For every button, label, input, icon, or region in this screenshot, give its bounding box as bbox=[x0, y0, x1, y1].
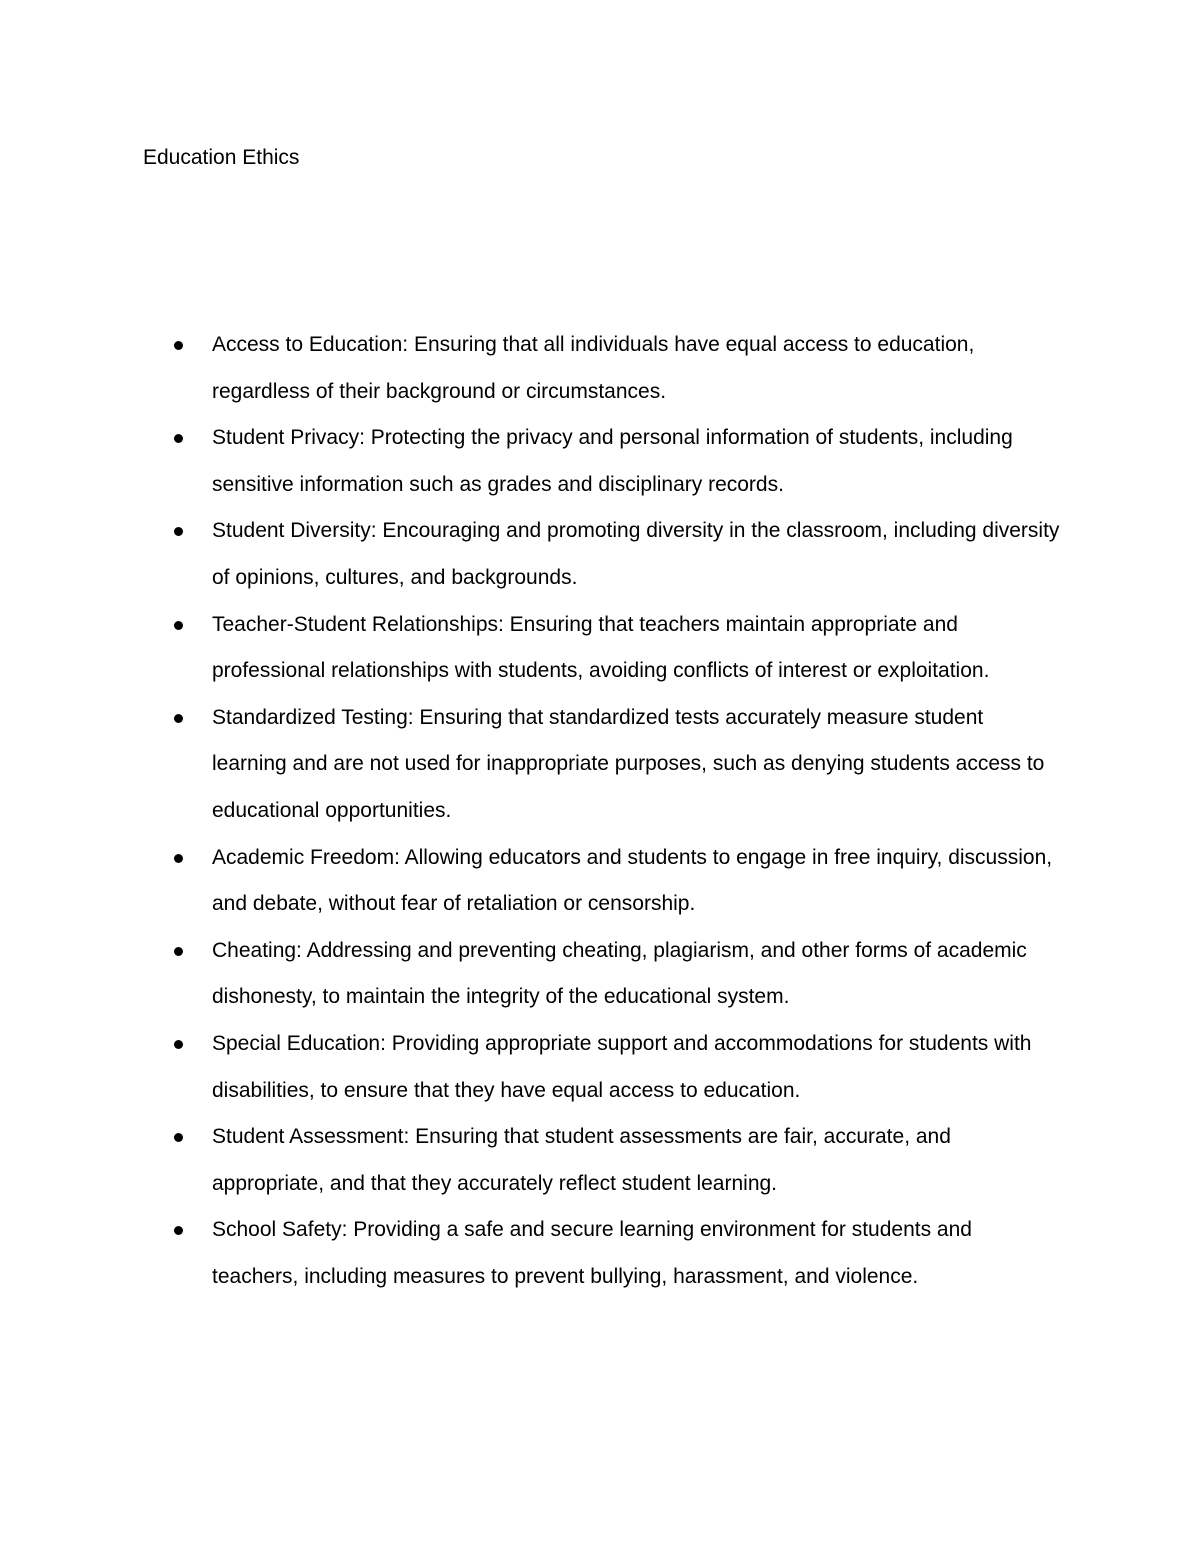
list-item bbox=[0, 695, 1062, 835]
document-title: Education Ethics bbox=[143, 146, 300, 169]
list-item bbox=[0, 1021, 1062, 1114]
bullet-icon bbox=[174, 341, 183, 350]
list-item-text: Standardized Testing: Ensuring that standardized tests accurately measure student learning and are not used for inappropriate purposes, such as denying students access to educational opportunities. bbox=[212, 705, 1045, 822]
bullet-icon bbox=[174, 527, 183, 536]
list-item-text: Access to Education: Ensuring that all individuals have equal access to education, regardless of their background or circumstances. bbox=[212, 333, 975, 403]
list-item bbox=[0, 835, 1062, 928]
bullet-icon bbox=[174, 714, 183, 723]
list-item-text: Student Assessment: Ensuring that student assessments are fair, accurate, and appropriate, and that they accurately reflect student learning. bbox=[212, 1125, 951, 1195]
bullet-icon bbox=[174, 1226, 183, 1235]
list-item-text: School Safety: Providing a safe and secure learning environment for students and teachers, including measures to prevent bullying, harassment, and violence. bbox=[212, 1218, 972, 1288]
bullet-icon bbox=[174, 621, 183, 630]
list-item bbox=[0, 1207, 1062, 1300]
bullet-icon bbox=[174, 947, 183, 956]
list-item-text: Teacher-Student Relationships: Ensuring that teachers maintain appropriate and professional relationships with students, avoiding conflicts of interest or exploitation. bbox=[212, 612, 990, 683]
list-item bbox=[0, 928, 1062, 1021]
bullet-icon bbox=[174, 1040, 183, 1049]
list-item bbox=[0, 415, 1062, 508]
list-item bbox=[0, 322, 1062, 415]
bullet-icon bbox=[174, 1133, 183, 1142]
list-item-text: Special Education: Providing appropriate support and accommodations for students with disabilities, to ensure that they have equal access to education. bbox=[212, 1031, 1032, 1102]
list-item-text: Student Privacy: Protecting the privacy and personal information of students, including sensitive information such as grades and disciplinary records. bbox=[212, 426, 1013, 496]
bullet-icon bbox=[174, 854, 183, 863]
bullet-list bbox=[0, 322, 1200, 1300]
list-item bbox=[0, 508, 1062, 601]
bullet-icon bbox=[174, 434, 183, 443]
list-item bbox=[0, 1114, 1062, 1207]
list-item-text: Academic Freedom: Allowing educators and students to engage in free inquiry, discussion, and debate, without fear of retaliation or censorship. bbox=[212, 845, 1053, 916]
list-item bbox=[0, 602, 1062, 695]
list-item-text: Cheating: Addressing and preventing cheating, plagiarism, and other forms of academic dishonesty, to maintain the integrity of the educational system. bbox=[212, 938, 1027, 1009]
list-item-text: Student Diversity: Encouraging and promoting diversity in the classroom, including diversity of opinions, cultures, and backgrounds. bbox=[212, 519, 1060, 589]
